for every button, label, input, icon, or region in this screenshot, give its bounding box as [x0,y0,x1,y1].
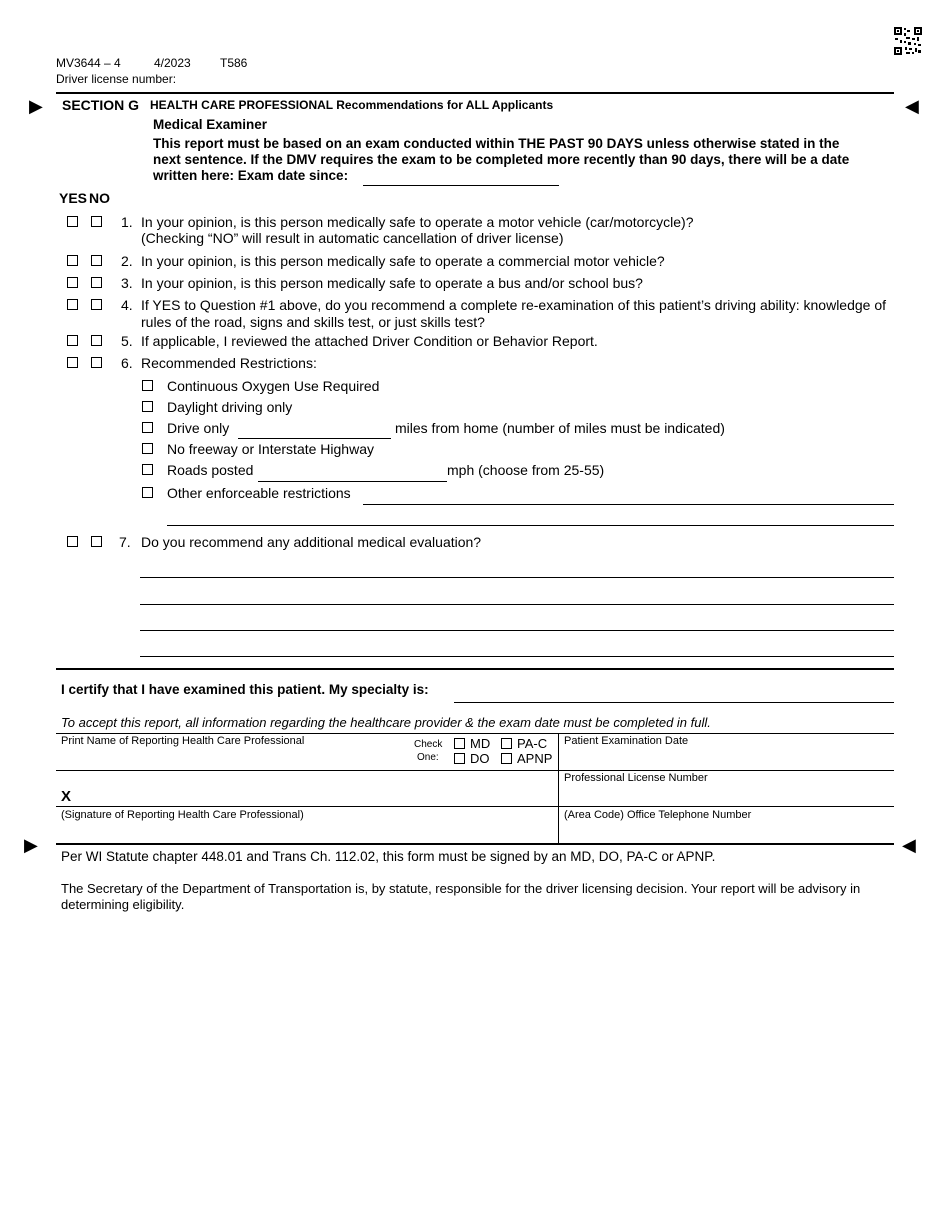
apnp-label: APNP [517,751,553,766]
q3-number: 3. [121,275,133,291]
miles-from-home-line [238,438,391,439]
other-restrictions-input-1[interactable] [364,487,892,503]
sig-grid-mid-1 [56,770,894,771]
q2-yes-checkbox[interactable] [67,255,78,266]
evaluation-line-3 [140,630,894,631]
phone-label: (Area Code) Office Telephone Number [564,809,752,821]
pac-checkbox[interactable] [501,738,512,749]
restriction-drive-only-label: Drive only [167,420,230,436]
check-one-label-2: One: [417,752,439,763]
license-number-field-label: Professional License Number [564,772,708,784]
section-title: HEALTH CARE PROFESSIONAL Recommendations for ALL Applicants [150,98,554,112]
signature-input[interactable] [80,788,550,804]
q7-no-checkbox[interactable] [91,536,102,547]
mph-suffix-label: mph (choose from 25-55) [447,462,605,478]
left-pointer-icon-bottom: ◀ [902,835,916,855]
restriction-oxygen-checkbox[interactable] [142,380,153,391]
signature-x-mark: X [61,788,72,805]
phone-input[interactable] [564,825,890,841]
statute-note: Per WI Statute chapter 448.01 and Trans Ch. 112.02, this form must be signed by an MD, DO, PA-C or APNP. [61,849,716,864]
other-restrictions-line-2 [167,525,894,526]
mph-line [258,481,447,482]
exam-date-since-line [363,185,559,186]
exam-date-since-input[interactable] [364,168,558,184]
pac-label: PA-C [517,736,548,751]
q1-text: In your opinion, is this person medically safe to operate a motor vehicle (car/motorcycle)? [141,214,694,230]
form-code: T586 [220,56,248,70]
evaluation-line-2 [140,604,894,605]
q1-yes-checkbox[interactable] [67,216,78,227]
section-top-rule [56,92,894,94]
exam-note-line-3: written here: Exam date since: [153,168,349,183]
q3-no-checkbox[interactable] [91,277,102,288]
apnp-checkbox[interactable] [501,753,512,764]
exam-note-line-2: next sentence. If the DMV requires the exam to be completed more recently than 90 days, there will be a date [153,152,850,167]
right-pointer-icon-bottom: ▶ [24,835,38,855]
check-one-label-1: Check [414,739,443,750]
sig-grid-top [56,733,894,734]
q4-no-checkbox[interactable] [91,299,102,310]
restriction-roads-posted-label: Roads posted [167,462,254,478]
specialty-line [454,702,894,703]
accept-report-note: To accept this report, all information regarding the healthcare provider & the exam date must be completed in full. [61,715,711,730]
q6-text: Recommended Restrictions: [141,355,317,371]
evaluation-line-4 [140,656,894,657]
no-column-header: NO [89,190,110,206]
other-restrictions-input-2[interactable] [168,508,892,524]
examiner-heading: Medical Examiner [153,117,268,132]
other-restrictions-line-1 [363,504,894,505]
secretary-note-line-2: determining eligibility. [61,897,185,912]
exam-date-input[interactable] [564,751,890,767]
evaluation-input-2[interactable] [141,587,892,603]
signature-label: (Signature of Reporting Health Care Professional) [61,809,304,821]
license-number-input[interactable] [564,788,890,804]
q4-number: 4. [121,297,133,313]
md-checkbox[interactable] [454,738,465,749]
q7-text: Do you recommend any additional medical evaluation? [141,534,482,550]
evaluation-input-4[interactable] [141,639,892,655]
q6-yes-checkbox[interactable] [67,357,78,368]
q2-no-checkbox[interactable] [91,255,102,266]
miles-from-home-input[interactable] [239,421,389,437]
sig-grid-bottom [56,843,894,845]
do-label: DO [470,751,490,766]
q2-number: 2. [121,253,133,269]
section-label: SECTION G [62,97,140,113]
restriction-freeway-checkbox[interactable] [142,443,153,454]
q5-yes-checkbox[interactable] [67,335,78,346]
q3-yes-checkbox[interactable] [67,277,78,288]
q4-text: If YES to Question #1 above, do you recommend a complete re-examination of this patient’s driving ability: knowledge of [141,297,887,313]
q6-no-checkbox[interactable] [91,357,102,368]
certify-top-rule [56,668,894,670]
right-pointer-icon: ▶ [29,96,43,116]
left-pointer-icon: ◀ [905,96,919,116]
do-checkbox[interactable] [454,753,465,764]
restriction-other-label: Other enforceable restrictions [167,485,351,501]
evaluation-input-3[interactable] [141,613,892,629]
evaluation-input-1[interactable] [141,560,892,576]
secretary-note-line-1: The Secretary of the Department of Transportation is, by statute, responsible for the driver licensing decision. Your report will be advisory in [61,881,861,896]
evaluation-line-1 [140,577,894,578]
restriction-oxygen-label: Continuous Oxygen Use Required [167,378,380,394]
q1-number: 1. [121,214,133,230]
q5-no-checkbox[interactable] [91,335,102,346]
yes-column-header: YES [59,190,88,206]
form-date: 4/2023 [154,56,191,70]
sig-grid-divider [558,733,559,843]
restriction-daylight-label: Daylight driving only [167,399,293,415]
exam-note-line-1: This report must be based on an exam conducted within THE PAST 90 DAYS unless otherwise stated in the [153,136,840,151]
license-number-label: Driver license number: [56,72,177,86]
restriction-drive-only-checkbox[interactable] [142,422,153,433]
restriction-daylight-checkbox[interactable] [142,401,153,412]
sig-grid-mid-2 [56,806,894,807]
q4-text-cont: rules of the road, signs and skills test, or just skills test? [141,314,485,330]
q3-text: In your opinion, is this person medically safe to operate a bus and/or school bus? [141,275,643,291]
restriction-other-checkbox[interactable] [142,487,153,498]
certify-statement: I certify that I have examined this patient. My specialty is: [61,682,429,697]
print-name-label: Print Name of Reporting Health Care Professional [61,735,305,747]
exam-date-label: Patient Examination Date [564,735,689,747]
q7-yes-checkbox[interactable] [67,536,78,547]
q1-text-note: (Checking “NO” will result in automatic cancellation of driver license) [141,230,564,246]
q1-no-checkbox[interactable] [91,216,102,227]
miles-suffix-label: miles from home (number of miles must be indicated) [395,420,725,436]
restriction-freeway-label: No freeway or Interstate Highway [167,441,374,457]
qr-code [894,27,922,55]
q4-yes-checkbox[interactable] [67,299,78,310]
print-name-input[interactable] [61,751,401,767]
form-id: MV3644 – 4 [56,56,121,70]
q6-number: 6. [121,355,133,371]
restriction-roads-posted-checkbox[interactable] [142,464,153,475]
md-label: MD [470,736,491,751]
q5-text: If applicable, I reviewed the attached Driver Condition or Behavior Report. [141,333,598,349]
specialty-input[interactable] [455,684,892,700]
q5-number: 5. [121,333,133,349]
mph-input[interactable] [259,463,445,479]
q2-text: In your opinion, is this person medically safe to operate a commercial motor vehicle? [141,253,665,269]
q7-number: 7. [119,534,131,550]
